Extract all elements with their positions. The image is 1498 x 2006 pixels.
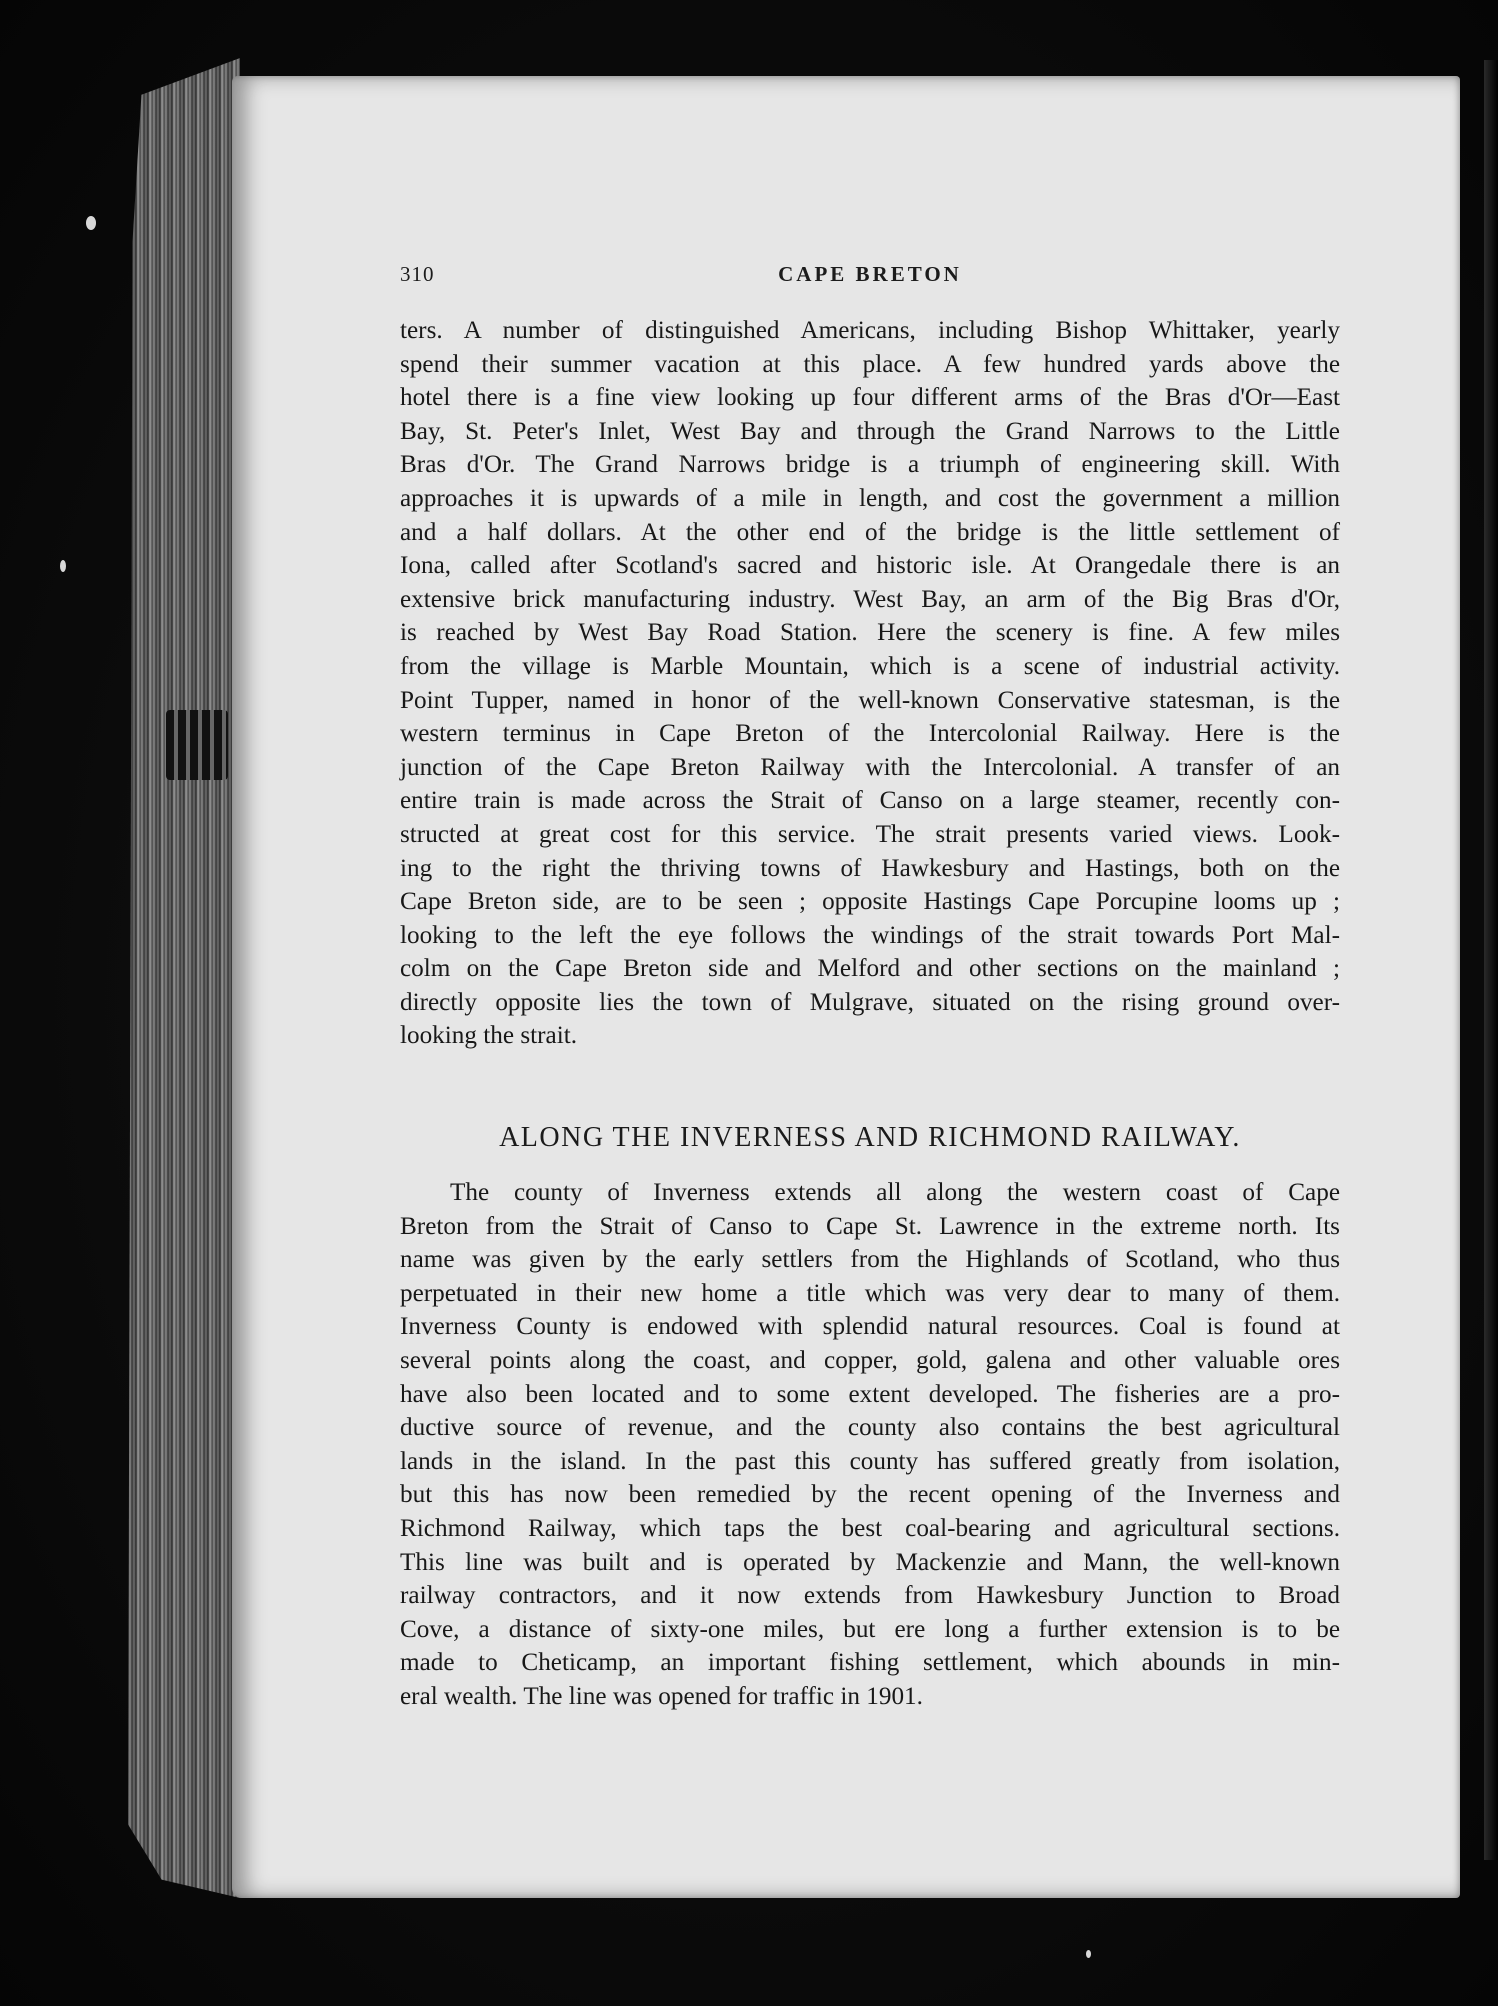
running-head: CAPE BRETON xyxy=(778,262,962,286)
text-line: looking to the left the eye follows the windings of the strait towards Port Mal- xyxy=(400,921,1340,949)
text-line: name was given by the early settlers from the Highlands of Scotland, who thus xyxy=(400,1246,1340,1274)
text-line: extensive brick manufacturing industry. West Bay, an arm of the Big Bras d'Or, xyxy=(400,585,1340,613)
text-line: railway contractors, and it now extends from Hawkesbury Junction to Broad xyxy=(400,1582,1340,1610)
text-line: entire train is made across the Strait of Canso on a large steamer, recently con- xyxy=(400,787,1340,815)
text-line: western terminus in Cape Breton of the Intercolonial Railway. Here is the xyxy=(400,720,1340,748)
text-line: ductive source of revenue, and the county also contains the best agricultural xyxy=(400,1414,1340,1442)
text-line: perpetuated in their new home a title which was very dear to many of them. xyxy=(400,1279,1340,1307)
text-line: structed at great cost for this service. The strait presents varied views. Look- xyxy=(400,820,1340,848)
paragraph-1 xyxy=(400,314,1340,1053)
text-line: Point Tupper, named in honor of the well-known Conservative statesman, is the xyxy=(400,686,1340,714)
text-line: Bras d'Or. The Grand Narrows bridge is a triumph of engineering skill. With xyxy=(400,451,1340,479)
text-line: directly opposite lies the town of Mulgrave, situated on the rising ground over- xyxy=(400,988,1340,1016)
page-header xyxy=(400,262,1340,292)
text-line: and a half dollars. At the other end of the bridge is the little settlement of xyxy=(400,518,1340,546)
text-line: several points along the coast, and copper, gold, galena and other valuable ores xyxy=(400,1346,1340,1374)
page-number: 310 xyxy=(400,262,435,286)
book-page-edges xyxy=(128,58,240,1898)
text-line: spend their summer vacation at this place. A few hundred yards above the xyxy=(400,350,1340,378)
text-line: junction of the Cape Breton Railway with the Intercolonial. A transfer of an xyxy=(400,753,1340,781)
text-line: Inverness County is endowed with splendid natural resources. Coal is found at xyxy=(400,1313,1340,1341)
text-line: Breton from the Strait of Canso to Cape St. Lawrence in the extreme north. Its xyxy=(400,1212,1340,1240)
dust-speck xyxy=(60,560,66,572)
text-line: lands in the island. In the past this county has suffered greatly from isolation, xyxy=(400,1447,1340,1475)
text-line: Bay, St. Peter's Inlet, West Bay and through the Grand Narrows to the Little xyxy=(400,417,1340,445)
text-line: but this has now been remedied by the recent opening of the Inverness and xyxy=(400,1481,1340,1509)
text-line: This line was built and is operated by Mackenzie and Mann, the well-known xyxy=(400,1548,1340,1576)
text-line: looking the strait. xyxy=(400,1022,577,1050)
text-line: Iona, called after Scotland's sacred and historic isle. At Orangedale there is an xyxy=(400,552,1340,580)
text-line: is reached by West Bay Road Station. Here the scenery is fine. A few miles xyxy=(400,619,1340,647)
text-line: hotel there is a fine view looking up four different arms of the Bras d'Or—East xyxy=(400,384,1340,412)
text-line: ing to the right the thriving towns of Hawkesbury and Hastings, both on the xyxy=(400,854,1340,882)
dust-speck xyxy=(1086,1950,1091,1958)
text-line: from the village is Marble Mountain, which is a scene of industrial activity. xyxy=(400,652,1340,680)
text-line: have also been located and to some extent developed. The fisheries are a pro- xyxy=(400,1380,1340,1408)
text-line: The county of Inverness extends all along the western coast of Cape xyxy=(450,1179,1340,1206)
text-line: Cove, a distance of sixty-one miles, but ere long a further extension is to be xyxy=(400,1615,1340,1643)
text-line: eral wealth. The line was opened for traffic in 1901. xyxy=(400,1682,923,1710)
text-line: ters. A number of distinguished Americans, including Bishop Whittaker, yearly xyxy=(400,317,1340,344)
dust-speck xyxy=(86,216,96,230)
section-heading: ALONG THE INVERNESS AND RICHMOND RAILWAY. xyxy=(499,1122,1241,1153)
text-line: made to Cheticamp, an important fishing settlement, which abounds in min- xyxy=(400,1649,1340,1677)
paragraph-2 xyxy=(400,1176,1340,1714)
page-edge-mark xyxy=(166,710,228,780)
text-line: colm on the Cape Breton side and Melford and other sections on the mainland ; xyxy=(400,955,1340,983)
text-line: Cape Breton side, are to be seen ; opposite Hastings Cape Porcupine looms up ; xyxy=(400,888,1340,916)
right-edge-shadow xyxy=(1484,60,1498,1860)
text-line: Richmond Railway, which taps the best coal-bearing and agricultural sections. xyxy=(400,1514,1340,1542)
text-line: approaches it is upwards of a mile in length, and cost the government a million xyxy=(400,484,1340,512)
